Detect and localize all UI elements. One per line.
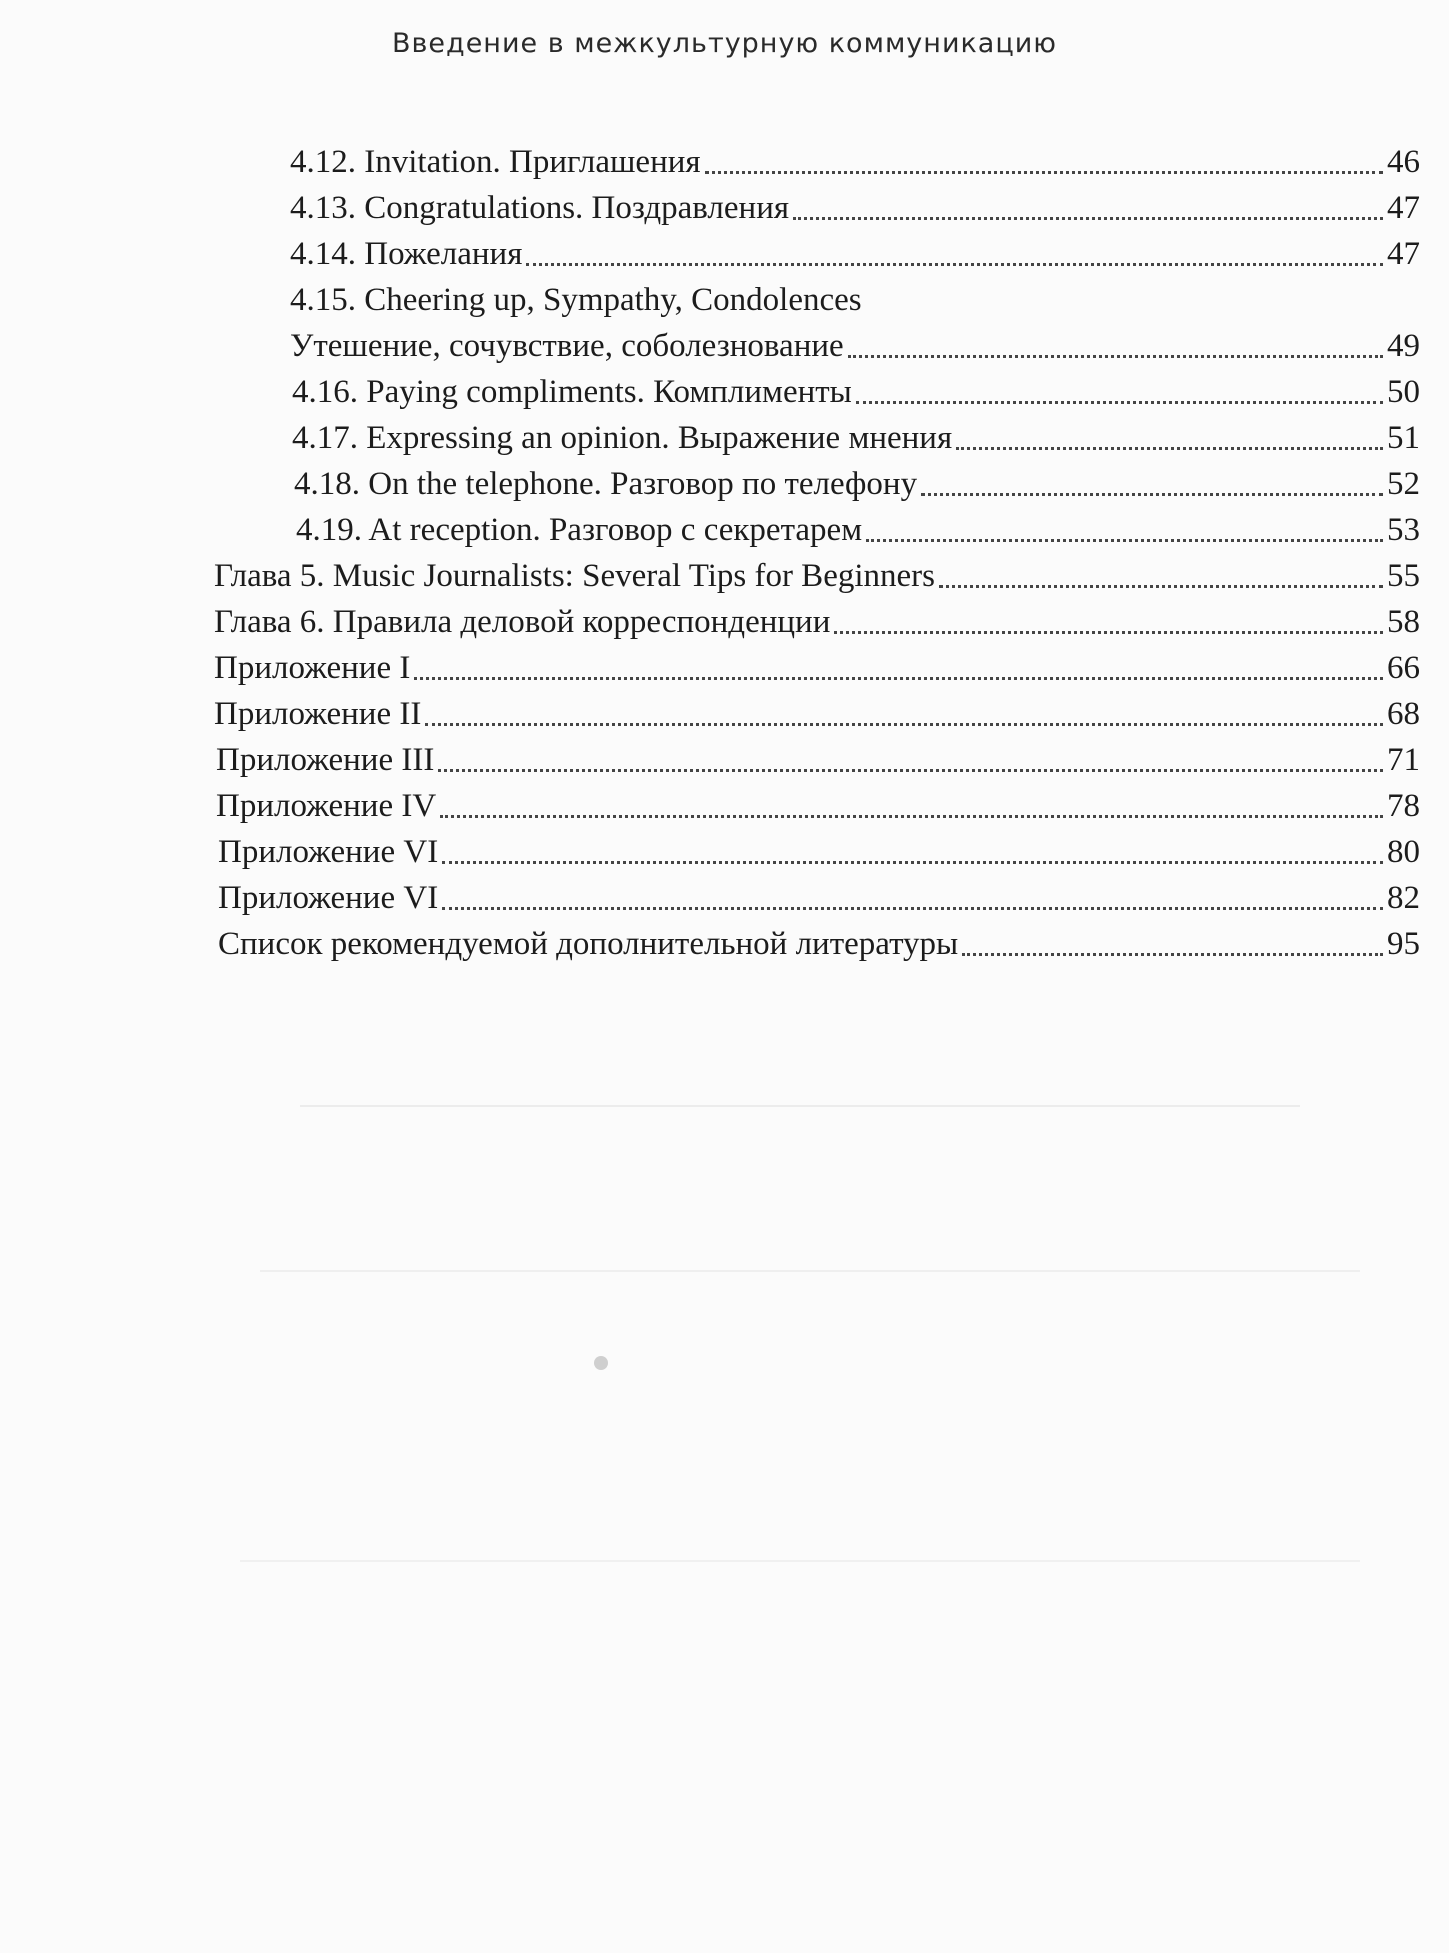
toc-leader-dots xyxy=(526,263,1383,266)
toc-entry-title: Приложение I xyxy=(214,650,411,686)
toc-entry-title: Приложение VI xyxy=(218,834,439,870)
toc-entry-page: 71 xyxy=(1387,742,1420,778)
toc-leader-dots xyxy=(705,171,1383,174)
toc-entry xyxy=(292,372,1420,412)
toc-leader-dots xyxy=(856,401,1383,404)
toc-entry-title: Глава 5. Music Journalists: Several Tips for Beginners xyxy=(214,558,935,594)
toc-leader-dots xyxy=(939,585,1383,588)
toc-entry-title: 4.16. Paying compliments. Комплименты xyxy=(292,374,852,410)
toc-entry xyxy=(290,234,1420,274)
toc-entry xyxy=(214,556,1420,596)
toc-entry-title: 4.13. Congratulations. Поздравления xyxy=(290,190,790,226)
toc-leader-dots xyxy=(834,631,1383,634)
toc-entry-subtitle: Утешение, сочувствие, соболезнование xyxy=(290,328,844,364)
toc-entry-title: Приложение VI xyxy=(218,880,439,916)
paper-smudge xyxy=(594,1356,608,1370)
toc-entry xyxy=(218,878,1420,918)
toc-leader-dots xyxy=(414,677,1383,680)
toc-entry-page: 82 xyxy=(1387,880,1420,916)
running-header: Введение в межкультурную коммуникацию xyxy=(391,28,1057,59)
toc-entry-page: 51 xyxy=(1387,420,1420,456)
toc-leader-dots xyxy=(866,539,1383,542)
toc-entry-page: 55 xyxy=(1387,558,1420,594)
toc-entry-title: 4.18. On the telephone. Разговор по телефону xyxy=(294,466,918,502)
toc-entry-page: 50 xyxy=(1387,374,1420,410)
toc-entry-page: 47 xyxy=(1387,236,1420,272)
toc-entry-page: 47 xyxy=(1387,190,1420,226)
toc-entry-title: 4.12. Invitation. Приглашения xyxy=(290,144,701,180)
toc-entry xyxy=(214,602,1420,642)
toc-leader-dots xyxy=(438,769,1383,772)
toc-entry-page: 46 xyxy=(1387,144,1420,180)
toc-entry xyxy=(218,924,1420,964)
toc-entry-title: Приложение II xyxy=(214,696,422,732)
toc-leader-dots xyxy=(793,217,1383,220)
toc-entry xyxy=(292,418,1420,458)
toc-entry-page: 95 xyxy=(1387,926,1420,962)
toc-entry xyxy=(214,694,1420,734)
show-through-bleed xyxy=(240,1560,1360,1562)
toc-entry xyxy=(296,510,1420,550)
toc-entry-page: 78 xyxy=(1387,788,1420,824)
toc-leader-dots xyxy=(440,815,1383,818)
toc-entry-title: 4.19. At reception. Разговор с секретарем xyxy=(296,512,863,548)
toc-entry-title: 4.17. Expressing an opinion. Выражение мнения xyxy=(292,420,953,456)
toc-leader-dots xyxy=(921,493,1383,496)
toc-entry xyxy=(294,464,1420,504)
toc-leader-dots xyxy=(962,953,1383,956)
toc-entry-title: 4.15. Cheering up, Sympathy, Condolences xyxy=(290,282,862,318)
toc-leader-dots xyxy=(425,723,1383,726)
toc-entry-title: 4.14. Пожелания xyxy=(290,236,523,272)
toc-entry-page: 49 xyxy=(1387,328,1420,364)
toc-entry xyxy=(214,648,1420,688)
toc-entry-page: 53 xyxy=(1387,512,1420,548)
toc-entry-title: Приложение IV xyxy=(216,788,437,824)
toc-entry-page: 80 xyxy=(1387,834,1420,870)
toc-entry-page: 68 xyxy=(1387,696,1420,732)
toc-entry xyxy=(218,832,1420,872)
toc-entry-title: Список рекомендуемой дополнительной литературы xyxy=(218,926,959,962)
toc-entry-page: 52 xyxy=(1387,466,1420,502)
toc-entry xyxy=(290,188,1420,228)
toc-entry-page: 66 xyxy=(1387,650,1420,686)
toc-entry-title: Глава 6. Правила деловой корреспонденции xyxy=(214,604,831,640)
show-through-bleed xyxy=(300,1105,1300,1107)
show-through-bleed xyxy=(260,1270,1360,1272)
toc-entry xyxy=(216,786,1420,826)
toc-entry-title: Приложение III xyxy=(216,742,435,778)
toc-leader-dots xyxy=(848,355,1383,358)
toc-entry xyxy=(216,740,1420,780)
toc-leader-dots xyxy=(442,907,1383,910)
toc-leader-dots xyxy=(442,861,1383,864)
toc-entry xyxy=(290,326,1420,366)
toc-entry-page: 58 xyxy=(1387,604,1420,640)
toc-entry xyxy=(290,142,1420,182)
toc-leader-dots xyxy=(956,447,1383,450)
